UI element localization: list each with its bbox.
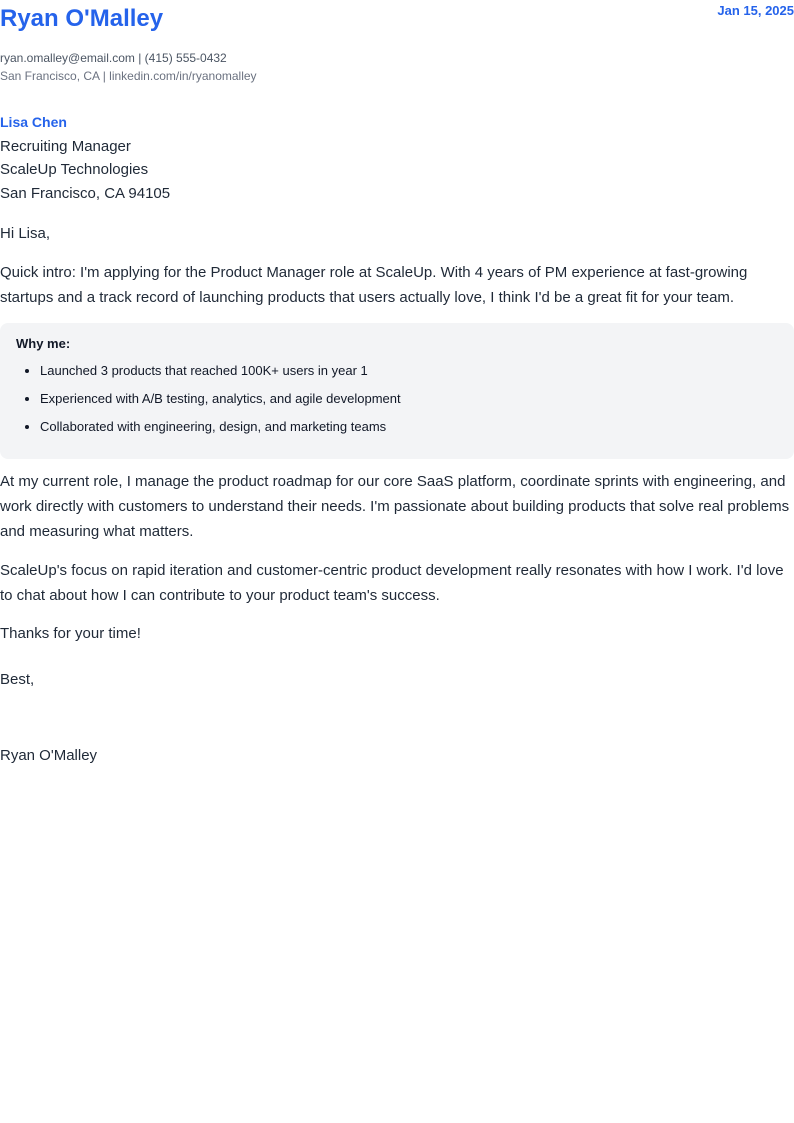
why-me-item: • Experienced with A/B testing, analytics, and agile development bbox=[40, 389, 778, 409]
recipient-block bbox=[0, 111, 170, 205]
closing: Best, bbox=[0, 671, 35, 688]
why-me-box bbox=[0, 323, 794, 459]
company-focus-paragraph: ScaleUp's focus on rapid iteration and customer-centric product development really resonates with how I work. I'd love to chat about how I can contribute to your product team's success. bbox=[0, 562, 784, 604]
sender-contact-email-phone: ryan.omalley@email.com | (415) 555-0432 bbox=[0, 51, 227, 65]
signature-name: Ryan O'Malley bbox=[0, 747, 98, 764]
sender-contact-location-linkedin: San Francisco, CA | linkedin.com/in/ryanomalley bbox=[0, 69, 257, 83]
recipient-name: Lisa Chen bbox=[0, 114, 67, 130]
why-me-item: • Collaborated with engineering, design, and marketing teams bbox=[40, 417, 778, 437]
why-me-title: Why me: bbox=[16, 336, 71, 351]
thanks-line: Thanks for your time! bbox=[0, 625, 141, 642]
greeting: Hi Lisa, bbox=[0, 225, 51, 242]
letter-date: Jan 15, 2025 bbox=[717, 3, 794, 18]
recipient-company: ScaleUp Technologies bbox=[0, 161, 149, 178]
why-me-item: • Launched 3 products that reached 100K+ users in year 1 bbox=[40, 361, 778, 381]
current-role-paragraph: At my current role, I manage the product roadmap for our core SaaS platform, coordinate sprints with engineering, and work directly with customers to understand their needs. I'm passionate about building products that solve real problems and measuring what matters. bbox=[0, 473, 790, 540]
recipient-title: Recruiting Manager bbox=[0, 137, 131, 155]
intro-paragraph: Quick intro: I'm applying for the Product Manager role at ScaleUp. With 4 years of PM experience at fast-growing startups and a track record of launching products that users actually love, I think I'd be a great fit for your team. bbox=[0, 264, 748, 306]
why-me-list bbox=[16, 361, 778, 437]
sender-name: Ryan O'Malley bbox=[0, 5, 164, 32]
recipient-address: San Francisco, CA 94105 bbox=[0, 184, 171, 202]
